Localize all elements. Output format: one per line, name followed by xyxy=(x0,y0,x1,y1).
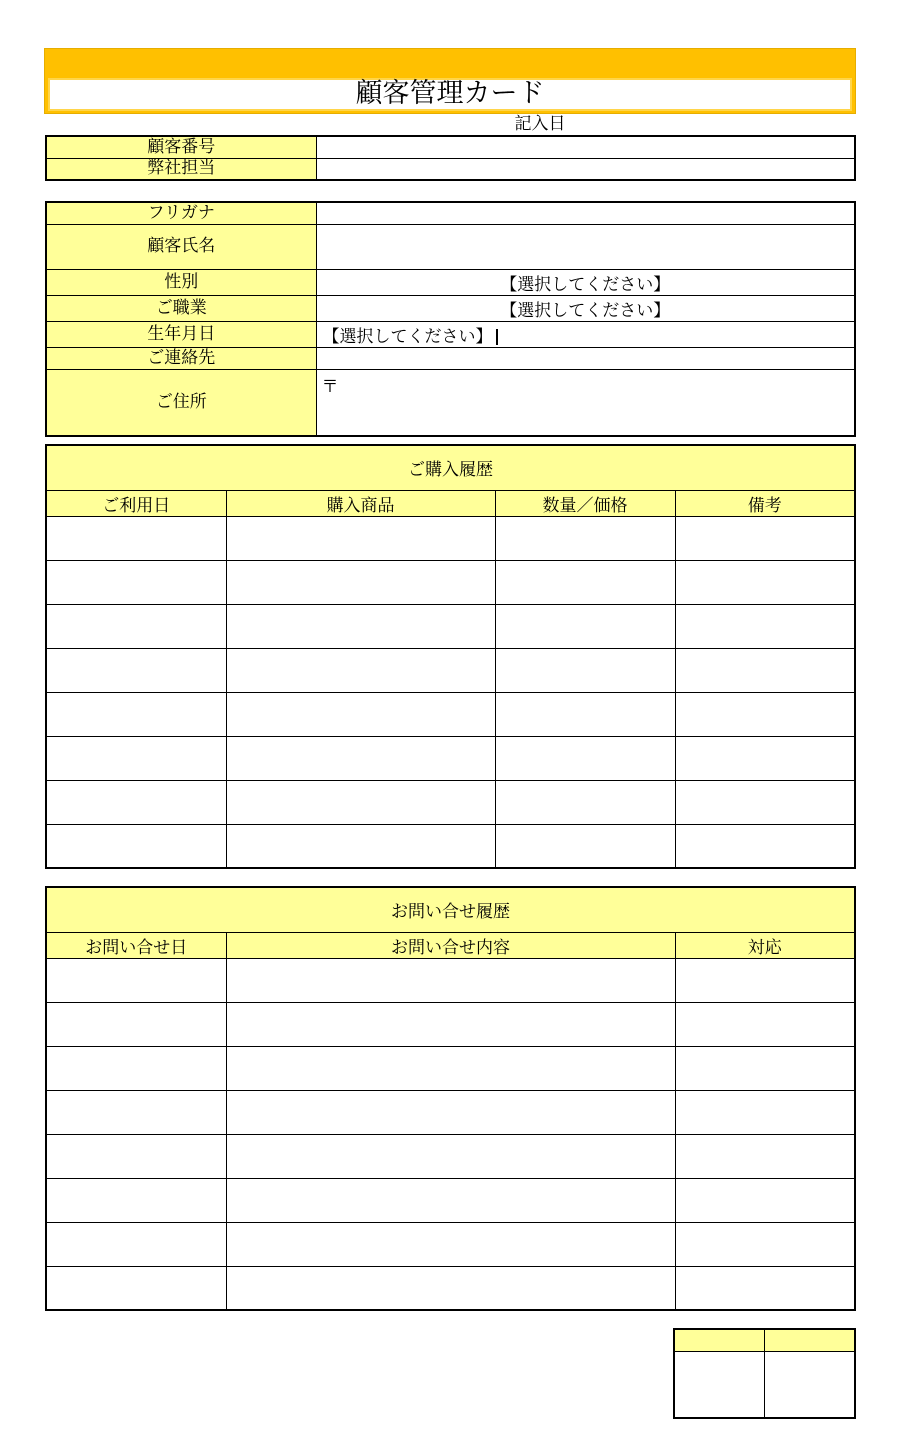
table-row xyxy=(46,1002,855,1046)
select-end-bar xyxy=(496,329,498,345)
inquiry-rows xyxy=(46,958,855,1310)
stamp-header xyxy=(674,1329,764,1351)
purchase-history-title: ご購入履歴 xyxy=(46,445,855,490)
table-cell[interactable] xyxy=(226,1046,675,1090)
table-cell[interactable] xyxy=(46,1178,226,1222)
column-header: ご利用日 xyxy=(46,490,226,516)
gender-select[interactable]: 【選択してください】 xyxy=(316,269,855,295)
table-row xyxy=(46,1266,855,1310)
table-cell[interactable] xyxy=(46,1266,226,1310)
column-header: 購入商品 xyxy=(226,490,495,516)
table-row xyxy=(46,736,855,780)
table-cell[interactable] xyxy=(226,516,495,560)
stamp-box xyxy=(673,1328,856,1419)
stamp-cell[interactable] xyxy=(764,1351,855,1418)
table-row xyxy=(46,958,855,1002)
customer-number-label: 顧客番号 xyxy=(46,136,316,158)
table-cell[interactable] xyxy=(46,516,226,560)
staff-label: 弊社担当 xyxy=(46,158,316,180)
purchase-rows xyxy=(46,516,855,868)
name-label: 顧客氏名 xyxy=(46,224,316,269)
gender-label: 性別 xyxy=(46,269,316,295)
page-title: 顧客管理カード xyxy=(355,78,545,109)
column-header: 数量／価格 xyxy=(495,490,675,516)
customer-info-table xyxy=(45,201,856,437)
postal-mark: 〒 xyxy=(321,376,339,397)
table-row xyxy=(46,1178,855,1222)
table-cell[interactable] xyxy=(46,1090,226,1134)
table-cell[interactable] xyxy=(46,958,226,1002)
table-cell[interactable] xyxy=(675,604,855,648)
table-cell[interactable] xyxy=(495,516,675,560)
table-cell[interactable] xyxy=(675,648,855,692)
table-cell[interactable] xyxy=(675,1134,855,1178)
birthday-select-text: 【選択してください】 xyxy=(322,326,493,347)
table-row xyxy=(46,1046,855,1090)
table-cell[interactable] xyxy=(675,1222,855,1266)
table-row xyxy=(46,780,855,824)
birthday-select[interactable] xyxy=(317,322,498,347)
inquiry-history-title: お問い合せ履歴 xyxy=(46,887,855,932)
table-cell[interactable] xyxy=(675,1178,855,1222)
table-row xyxy=(46,560,855,604)
table-cell[interactable] xyxy=(675,516,855,560)
address-field[interactable] xyxy=(316,369,855,436)
table-cell[interactable] xyxy=(226,1266,675,1310)
purchase-history-table xyxy=(45,444,856,869)
table-cell[interactable] xyxy=(46,1002,226,1046)
table-cell[interactable] xyxy=(675,1266,855,1310)
table-cell[interactable] xyxy=(226,780,495,824)
stamp-cell[interactable] xyxy=(674,1351,764,1418)
table-cell[interactable] xyxy=(46,648,226,692)
table-cell[interactable] xyxy=(675,780,855,824)
table-cell[interactable] xyxy=(675,560,855,604)
table-cell[interactable] xyxy=(675,1090,855,1134)
table-cell[interactable] xyxy=(495,560,675,604)
table-cell[interactable] xyxy=(675,958,855,1002)
table-row xyxy=(46,516,855,560)
table-cell[interactable] xyxy=(46,1134,226,1178)
name-field[interactable] xyxy=(316,224,855,269)
table-cell[interactable] xyxy=(495,692,675,736)
table-cell[interactable] xyxy=(46,604,226,648)
table-cell[interactable] xyxy=(495,604,675,648)
column-header: お問い合せ日 xyxy=(46,932,226,958)
table-row xyxy=(46,692,855,736)
table-cell[interactable] xyxy=(495,736,675,780)
table-cell[interactable] xyxy=(495,780,675,824)
table-row xyxy=(46,1134,855,1178)
table-cell[interactable] xyxy=(226,1002,675,1046)
furigana-field[interactable] xyxy=(316,202,855,224)
table-cell[interactable] xyxy=(226,692,495,736)
table-cell[interactable] xyxy=(46,560,226,604)
table-cell[interactable] xyxy=(226,736,495,780)
table-cell[interactable] xyxy=(675,736,855,780)
table-row xyxy=(46,604,855,648)
entry-date-label: 記入日 xyxy=(514,114,566,134)
table-cell[interactable] xyxy=(46,1046,226,1090)
inquiry-history-table xyxy=(45,886,856,1311)
column-header: 対応 xyxy=(675,932,855,958)
address-label: ご住所 xyxy=(46,369,316,436)
table-cell[interactable] xyxy=(675,692,855,736)
table-cell[interactable] xyxy=(46,1222,226,1266)
table-row xyxy=(46,648,855,692)
table-cell[interactable] xyxy=(226,1090,675,1134)
table-cell[interactable] xyxy=(226,824,495,868)
contact-field[interactable] xyxy=(316,347,855,369)
occupation-label: ご職業 xyxy=(46,295,316,321)
staff-field[interactable] xyxy=(316,158,855,180)
table-cell[interactable] xyxy=(226,604,495,648)
table-cell[interactable] xyxy=(46,736,226,780)
customer-number-field[interactable] xyxy=(316,136,855,158)
table-cell[interactable] xyxy=(226,1222,675,1266)
table-cell[interactable] xyxy=(675,824,855,868)
birthday-field[interactable] xyxy=(316,321,855,347)
table-cell[interactable] xyxy=(226,1134,675,1178)
table-cell[interactable] xyxy=(46,692,226,736)
table-row xyxy=(46,1090,855,1134)
table-cell[interactable] xyxy=(495,824,675,868)
table-cell[interactable] xyxy=(675,1002,855,1046)
table-cell[interactable] xyxy=(495,648,675,692)
table-cell[interactable] xyxy=(675,1046,855,1090)
column-header: 備考 xyxy=(675,490,855,516)
furigana-label: フリガナ xyxy=(46,202,316,224)
stamp-header xyxy=(764,1329,855,1351)
column-header: お問い合せ内容 xyxy=(226,932,675,958)
table-cell[interactable] xyxy=(46,824,226,868)
contact-label: ご連絡先 xyxy=(46,347,316,369)
table-cell[interactable] xyxy=(226,560,495,604)
table-cell[interactable] xyxy=(46,780,226,824)
occupation-select[interactable]: 【選択してください】 xyxy=(316,295,855,321)
table-cell[interactable] xyxy=(226,958,675,1002)
birthday-label: 生年月日 xyxy=(46,321,316,347)
table-cell[interactable] xyxy=(226,1178,675,1222)
customer-admin-table xyxy=(45,135,856,181)
table-row xyxy=(46,824,855,868)
table-cell[interactable] xyxy=(226,648,495,692)
table-row xyxy=(46,1222,855,1266)
